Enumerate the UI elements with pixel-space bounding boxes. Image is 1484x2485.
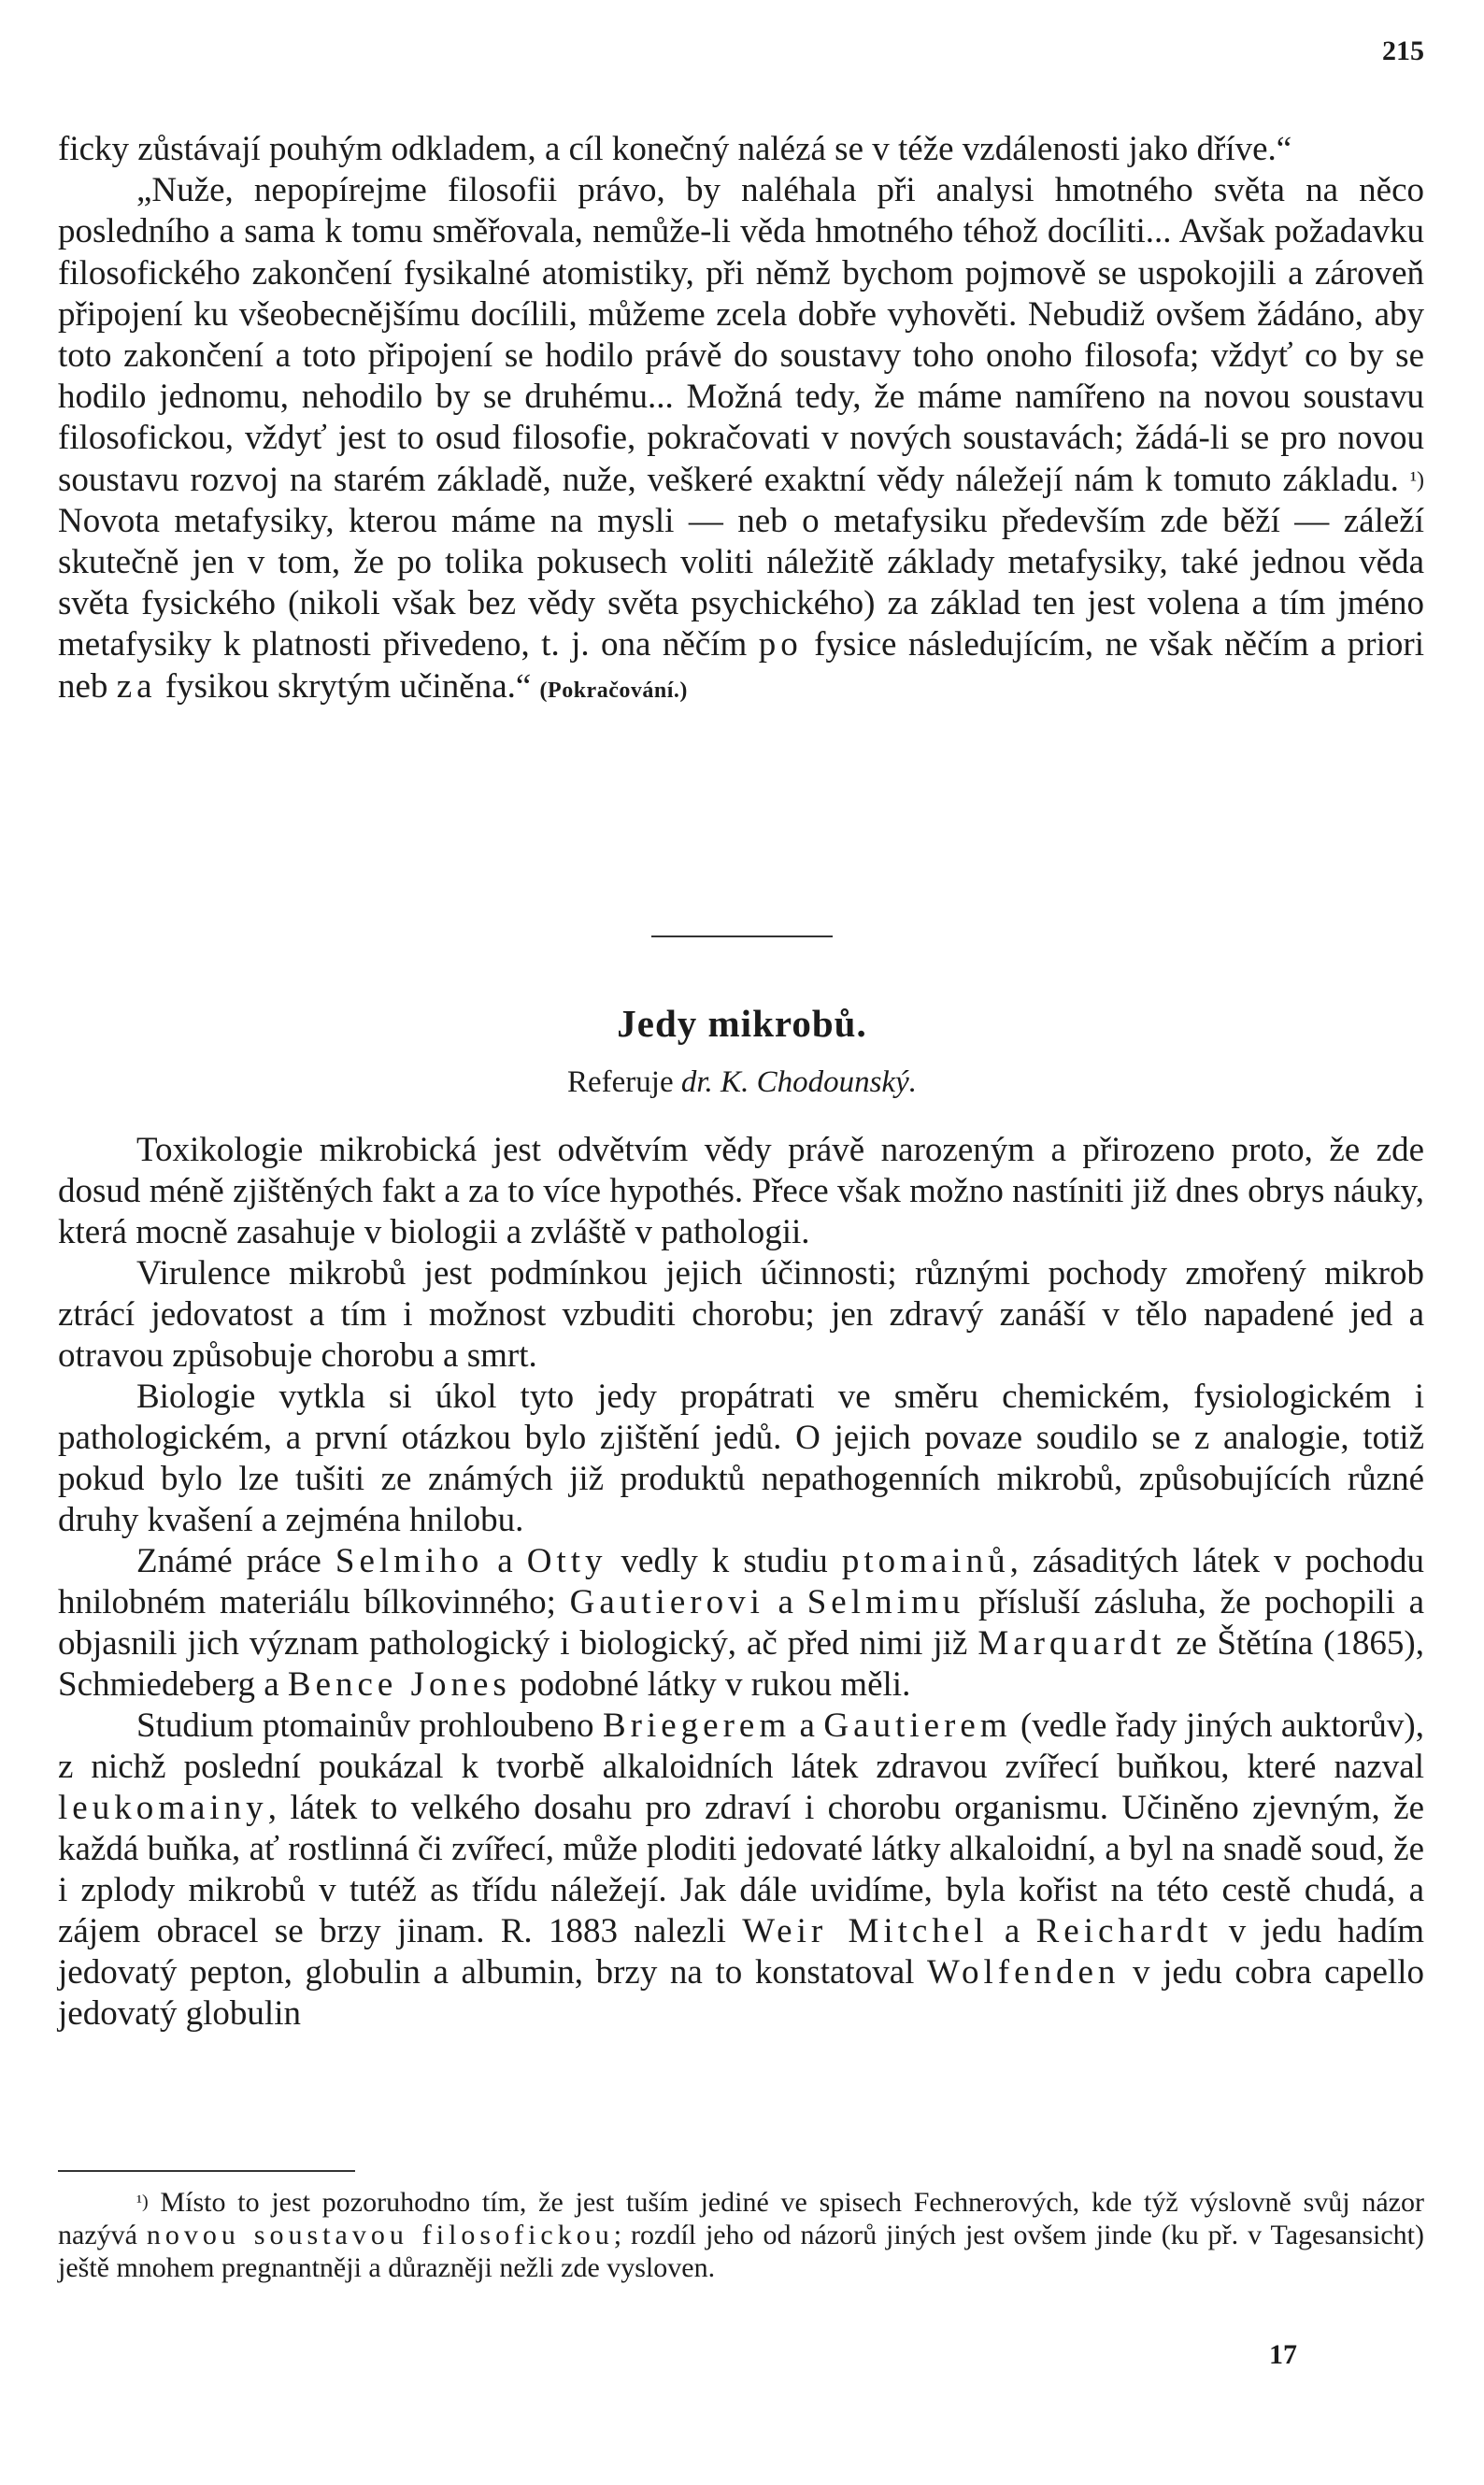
- text-run: „Nuže, nepopírejme filosofii právo, by naléhala při analysi hmotného světa na něco posledního a sama k tomu směřovala, nemůže-li věda hmotného téhož docíliti... Avšak požadavku filosofického zakončení fysikalné atomistiky, při němž bychom pojmově se uspokojili a zároveň připojení ku všeobecnějšímu docílili, můžeme zcela dobře vyhověti. Nebudiž ovšem žádáno, aby toto zakončení a toto připojení se hodilo právě do soustavy toho onoho filosofa; vždyť co by se hodilo jednomu, nehodilo by se druhému... Možná tedy, že máme namířeno na novou soustavu filosofickou, vždyť jest to osud filosofie, pokračovati v nových soustavách; žádá-li se pro novou soustavu rozvoj na starém základě, nuže, veškeré exaktní vědy náležejí nám k tomuto základu.: [58, 171, 1424, 499]
- text-run: Toxikologie mikrobická jest odvětvím vědy právě narozeným a přirozeno proto, že zde dosud méně zjištěných fakt a za to více hypothés. Přece však možno nastíniti již dnes obrys náuky, která mocně zasahuje v biologii a zvláště v pathologii.: [58, 1131, 1424, 1251]
- text-spaced: Otty: [526, 1542, 607, 1580]
- text-spaced: Selmiho: [335, 1542, 484, 1580]
- text-run: Biologie vytkla si úkol tyto jedy propátrati ve směru chemickém, fysiologickém i pathologickém, a první otázkou bylo zjištění jedů. O jejich povaze soudilo se z analogie, totiž pokud bylo lze tušiti ze známých již produktů nepathogenních mikrobů, způsobujících různé druhy kvašení a zejména hnilobu.: [58, 1378, 1424, 1539]
- footnote: [58, 2186, 1424, 2284]
- text-spaced: Wolfenden: [927, 1953, 1120, 1992]
- text-spaced: Gautierem: [823, 1707, 1012, 1745]
- paragraph: [58, 129, 1424, 170]
- text-run: Známé práce: [136, 1542, 335, 1580]
- article-title: Jedy mikrobů.: [617, 1002, 867, 1045]
- text-spaced: Marquardt: [977, 1624, 1166, 1663]
- text-spaced: Reichardt: [1035, 1912, 1213, 1950]
- text-run: ; rozdíl jeho od názorů jiných jest ovšem jinde (ku př. v Tagesansicht) ještě mnohem pregnantněji a důrazněji nežli zde vysloven.: [58, 2220, 1424, 2283]
- text-sup: ¹): [1409, 467, 1424, 493]
- article-body: [58, 1130, 1424, 2035]
- text-run: a: [763, 1583, 807, 1621]
- previous-article-continuation: [58, 129, 1424, 711]
- footnotes: [58, 2186, 1424, 2284]
- section-divider: [651, 935, 833, 937]
- text-spaced: Weir Mitchel: [742, 1912, 989, 1950]
- text-spaced: leukomainy: [58, 1789, 268, 1827]
- paragraph: [58, 1130, 1424, 1253]
- text-run: Novota metafysiky, kterou máme na mysli — neb o metafysiku především zde běží — záleží skutečně jen v tom, že po tolika pokusech voliti náležitě základy metafysiky, také jednou věda světa fysického (nikoli však bez vědy světa psychického) za základ ten jest volena a tím jméno metafysiky k platnosti přivedeno, t. j. ona něčím: [58, 501, 1424, 664]
- text-run: Studium ptomainův prohloubeno: [136, 1707, 603, 1745]
- text-run: Místo to jest pozoruhodno tím, že jest tuším jediné ve spisech Fechnerových, kde týž výslovně svůj názor nazývá: [58, 2187, 1424, 2250]
- footnote-mark: ¹): [136, 2192, 149, 2212]
- article-byline: [0, 1065, 1484, 1100]
- text-run: v jedu hadím jedovatý pepton, globulin a albumin, brzy na to konstatoval: [58, 1912, 1424, 1992]
- text-spaced: po: [758, 625, 803, 664]
- text-run: v jedu cobra capello jedovatý globulin: [58, 1953, 1424, 2033]
- text-run: a: [988, 1912, 1036, 1950]
- article-author: dr. K. Chodounský.: [680, 1065, 917, 1099]
- text-spaced: za: [116, 666, 157, 706]
- text-spaced: Selmimu: [806, 1583, 965, 1621]
- text-run: podobné látky v rukou měli.: [510, 1665, 911, 1704]
- paragraph: [58, 1253, 1424, 1377]
- paragraph: [58, 1377, 1424, 1541]
- byline-prefix: Referuje: [567, 1065, 674, 1099]
- text-run: vedly k studiu: [606, 1542, 842, 1580]
- text-run: ficky zůstávají pouhým odkladem, a cíl konečný nalézá se v téže vzdálenosti jako dříve.“: [58, 130, 1292, 168]
- text-run: fysikou skrytým učiněna.“: [156, 666, 540, 706]
- text-run: a: [483, 1542, 527, 1580]
- text-spaced: novou soustavou filosofickou: [146, 2220, 614, 2250]
- text-run: , látek to velkého dosahu pro zdraví i chorobu organismu. Učiněno zjevným, že každá buňka, ať rostlinná či zvířecí, může ploditi jedovaté látky alkaloidní, a byl na snadě soud, že i zplody mikrobů v tutéž as třídu náležejí. Jak dále uvidíme, byla kořist na této cestě chudá, a zájem obracel se brzy jinam. R. 1883 nalezli: [58, 1789, 1424, 1950]
- page-number: 215: [1382, 36, 1424, 66]
- text-spaced: ptomainů: [841, 1542, 1010, 1580]
- text-run: ze Štětína (1865), Schmiedeberg a: [58, 1624, 1425, 1704]
- text-spaced: Bence Jones: [287, 1665, 511, 1704]
- text-spaced: Gautierovi: [569, 1583, 764, 1621]
- text-run: , zásaditých látek v pochodu hnilobném materiálu bílkovinného;: [58, 1542, 1424, 1621]
- printer-signature: 17: [1269, 2339, 1297, 2370]
- text-continued: (Pokračování.): [539, 678, 688, 703]
- footnote-rule: [58, 2170, 355, 2172]
- paragraph: [58, 1706, 1424, 2035]
- text-run: (vedle řady jiných auktorův), z nichž poslední poukázal k tvorbě alkaloidních látek zdravou zvířecí buňkou, které nazval: [58, 1707, 1424, 1786]
- paragraph: [58, 1541, 1424, 1706]
- text-run: fysice následujícím, ne však něčím a priori neb: [58, 625, 1424, 706]
- text-run: a: [791, 1707, 824, 1745]
- text-run: přísluší zásluha, že pochopili a objasnili jich význam pathologický i biologický, ač před nimi již: [58, 1583, 1424, 1663]
- text-run: Virulence mikrobů jest podmínkou jejich účinnosti; různými pochody zmořený mikrob ztrácí jedovatost a tím i možnost vzbuditi chorobu; jen zdravý zanáší v tělo napadené jed a otravou způsobuje chorobu a smrt.: [58, 1254, 1424, 1375]
- text-spaced: Briegerem: [602, 1707, 792, 1745]
- paragraph: [58, 170, 1424, 711]
